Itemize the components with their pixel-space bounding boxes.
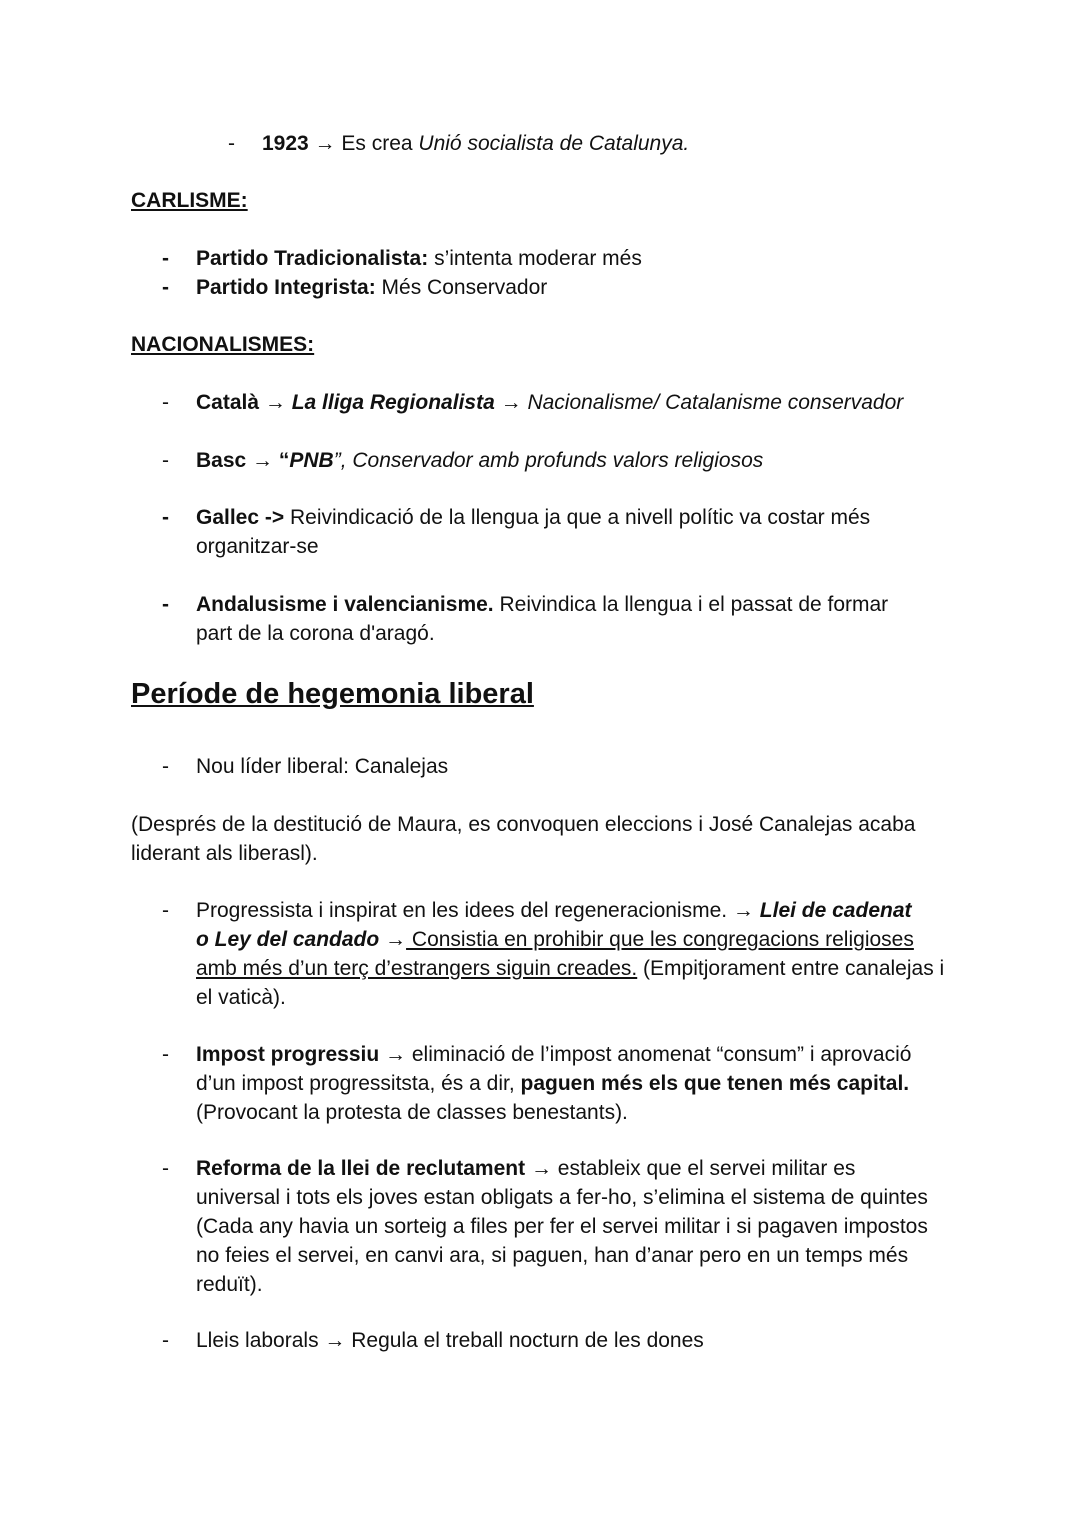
arrow: →	[259, 391, 292, 414]
list-item-1923	[228, 129, 1022, 158]
item-text: Lleis laborals → Regula el treball nocturn de les dones	[196, 1329, 704, 1352]
bullet-dash: -	[162, 247, 169, 270]
item-bold: Català	[196, 391, 260, 414]
bullet-dash: -	[162, 276, 169, 299]
item-bold: Partido Integrista:	[196, 276, 376, 299]
section-title: Període de hegemonia liberal	[131, 678, 534, 710]
bullet-dash: -	[162, 1043, 169, 1066]
item-bold-italic: o Ley del candado	[196, 928, 380, 951]
paragraph: (Després de la destitució de Maura, es convoquen eleccions i José Canalejas acaba liderant als liberasl).	[131, 813, 916, 865]
list-item-laborals	[162, 1326, 956, 1355]
item-bold: Andalusisme i valencianisme.	[196, 593, 494, 616]
item-italic: ”, Conservador amb profunds valors religiosos	[333, 449, 764, 472]
list-item-catala	[162, 388, 976, 417]
quote-open: “	[278, 449, 290, 472]
item-bold: Gallec ->	[196, 506, 285, 529]
item-bold: Basc	[196, 449, 247, 472]
bullet-dash: -	[162, 1157, 169, 1180]
item-bold-italic: PNB	[289, 449, 334, 472]
arrow: →	[246, 449, 279, 472]
list-item-basc	[162, 446, 956, 475]
nacionalismes-heading: NACIONALISMES:	[131, 333, 315, 356]
list-item-tradicionalista	[162, 244, 956, 273]
item-text: (Provocant la protesta de classes benestants).	[196, 1101, 628, 1124]
arrow: →	[379, 928, 407, 951]
bullet-dash: -	[162, 506, 169, 529]
bullet-dash: -	[162, 755, 169, 778]
intro-text: Es crea	[341, 132, 419, 155]
item-text: (Empitjorament entre canalejas i el vaticà).	[196, 957, 945, 1009]
bullet-dash: -	[162, 391, 169, 414]
item-bold: paguen més els que tenen més capital.	[520, 1072, 910, 1095]
item-text: → estableix que el servei militar es universal i tots els joves estan obligats a fer-ho, s’elimina el sistema de quintes (Cada any havia un sorteig a files per fer el servei militar i si pagaven impostos no feies el servei, en canvi ara, si paguen, han d’anar pero en un temps més reduït).	[196, 1157, 928, 1296]
list-item-leader	[162, 752, 956, 781]
list-item-gallec	[162, 503, 926, 561]
list-item-andalus	[162, 590, 926, 648]
item-bold-italic: Llei de cadenat	[759, 899, 912, 922]
list-item-integrista	[162, 273, 956, 302]
item-bold: Impost progressiu	[196, 1043, 380, 1066]
intro-italic: Unió socialista de Catalunya.	[418, 132, 690, 155]
item-text: Més Conservador	[375, 276, 548, 299]
item-bold: Reforma de la llei de reclutament	[196, 1157, 526, 1180]
list-item-impost	[162, 1040, 946, 1127]
item-text: → eliminació de l’impost anomenat “consum” i aprovació d’un impost progressitsta, és a dir,	[196, 1043, 912, 1095]
item-bold: Partido Tradicionalista:	[196, 247, 429, 270]
item-text: Progressista i inspirat en les idees del regeneracionisme. →	[196, 899, 760, 922]
arrow: →	[308, 132, 342, 155]
list-item-reclutament	[162, 1154, 941, 1299]
list-item-cadenat	[162, 896, 946, 1012]
bullet-dash: -	[162, 593, 169, 616]
item-text: s’intenta moderar més	[428, 247, 642, 270]
item-text: Reivindicació de la llengua ja que a nivell polític va costar més organitzar-se	[196, 506, 871, 558]
bullet-dash: -	[162, 899, 169, 922]
item-bold-italic: La lliga Regionalista	[291, 391, 495, 414]
item-underlined: Consistia en prohibir que les congregacions religioses amb més d’un terç d’estrangers siguin creades.	[196, 928, 914, 980]
bullet-dash: -	[162, 449, 169, 472]
bullet-dash: -	[228, 132, 235, 155]
year-1923: 1923	[262, 132, 309, 155]
item-text: Nou líder liberal: Canalejas	[196, 755, 449, 778]
item-text: Reivindica la llengua i el passat de formar part de la corona d'aragó.	[196, 593, 889, 645]
carlisme-heading: CARLISME:	[131, 189, 248, 212]
bullet-dash: -	[162, 1329, 169, 1352]
item-italic: Nacionalisme/ Catalanisme conservador	[527, 391, 904, 414]
arrow: →	[494, 391, 528, 414]
